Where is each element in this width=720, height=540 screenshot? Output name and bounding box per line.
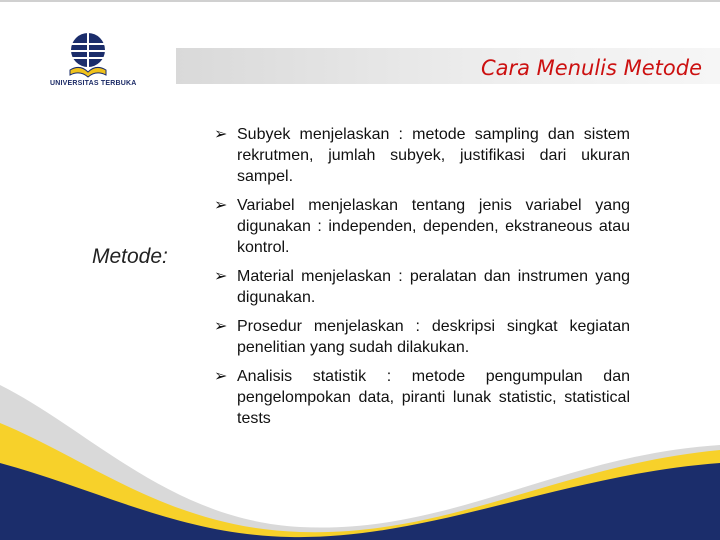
list-item bbox=[214, 316, 630, 358]
arrow-bullet-icon: ➢ bbox=[214, 126, 228, 143]
list-item bbox=[214, 366, 630, 429]
arrow-bullet-icon: ➢ bbox=[214, 318, 228, 335]
list-item bbox=[214, 266, 630, 308]
bullet-text: Subyek menjelaskan : metode sampling dan sistem rekrutmen, jumlah subyek, justifikasi dari ukuran sampel. bbox=[237, 126, 630, 185]
list-item bbox=[214, 195, 630, 258]
title-bar bbox=[176, 48, 720, 84]
arrow-bullet-icon: ➢ bbox=[214, 368, 228, 385]
bullet-text: Prosedur menjelaskan : deskripsi singkat kegiatan penelitian yang sudah dilakukan. bbox=[237, 318, 630, 356]
section-label: Metode: bbox=[92, 245, 168, 268]
list-item bbox=[214, 124, 630, 187]
arrow-bullet-icon: ➢ bbox=[214, 197, 228, 214]
bullet-text: Variabel menjelaskan tentang jenis variabel yang digunakan : independen, dependen, ekstraneous atau kontrol. bbox=[237, 197, 630, 256]
slide-title: Cara Menulis Metode bbox=[480, 56, 702, 80]
arrow-bullet-icon: ➢ bbox=[214, 268, 228, 285]
bullet-list bbox=[214, 124, 630, 437]
bullet-text: Analisis statistik : metode pengumpulan dan pengelompokan data, piranti lunak statistic, statistical tests bbox=[237, 368, 630, 427]
logo-text: UNIVERSITAS TERBUKA bbox=[50, 80, 137, 87]
bullet-text: Material menjelaskan : peralatan dan instrumen yang digunakan. bbox=[237, 268, 630, 306]
